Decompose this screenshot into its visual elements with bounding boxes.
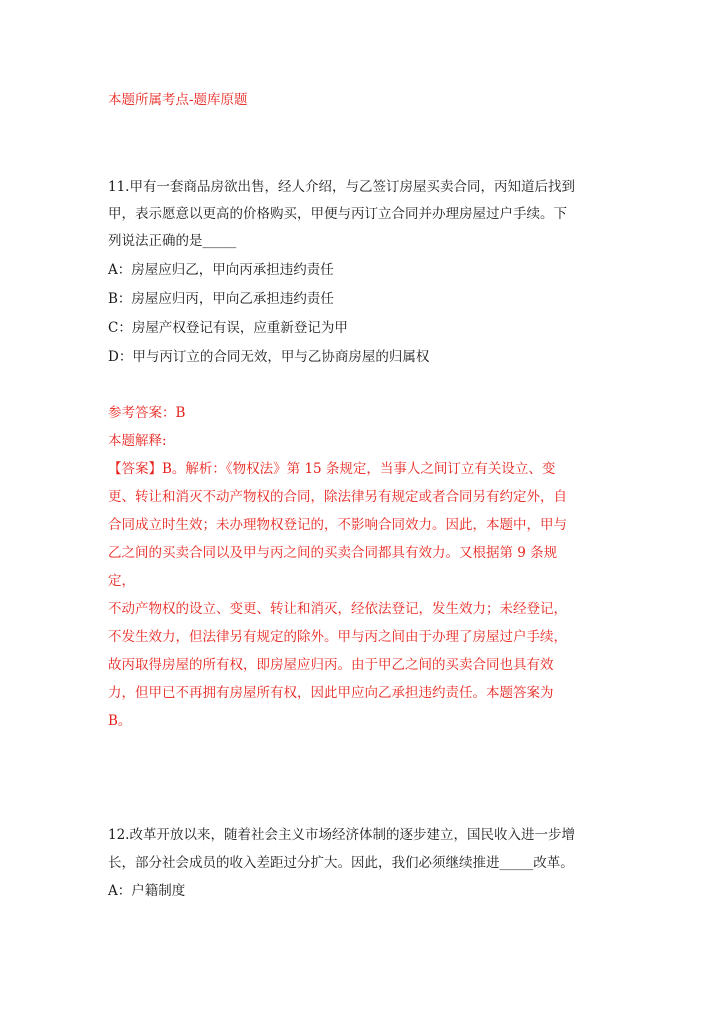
option-a: A：户籍制度 bbox=[108, 883, 186, 899]
question-stem-line: 长，部分社会成员的收入差距过分扩大。因此，我们必须继续推进_____改革。 bbox=[108, 855, 574, 871]
explanation-line: 合同成立时生效；未办理物权登记的，不影响合同效力。因此，本题中，甲与 bbox=[108, 517, 567, 533]
explanation-line: 乙之间的买卖合同以及甲与丙之间的买卖合同都具有效力。又根据第 9 条规 bbox=[108, 545, 558, 561]
question-stem-line: 列说法正确的是_____ bbox=[108, 233, 237, 249]
explanation-line: 定， bbox=[108, 573, 135, 589]
explanation-line: 不发生效力，但法律另有规定的除外。甲与丙之间由于办理了房屋过户手续， bbox=[108, 629, 567, 645]
question-stem-line: 甲，表示愿意以更高的价格购买，甲便与丙订立合同并办理房屋过户手续。下 bbox=[108, 206, 567, 222]
explanation-line: 不动产物权的设立、变更、转让和消灭，经依法登记，发生效力；未经登记， bbox=[108, 601, 567, 617]
option-c: C：房屋产权登记有误，应重新登记为甲 bbox=[108, 320, 348, 336]
explanation-line: 更、转让和消灭不动产物权的合同，除法律另有规定或者合同另有约定外，自 bbox=[108, 489, 567, 505]
option-d: D：甲与丙订立的合同无效，甲与乙协商房屋的归属权 bbox=[108, 349, 430, 365]
option-b: B：房屋应归丙，甲向乙承担违约责任 bbox=[108, 291, 334, 307]
explanation-line: 故丙取得房屋的所有权，即房屋应归丙。由于甲乙之间的买卖合同也具有效 bbox=[108, 657, 554, 673]
explanation-title: 本题解释: bbox=[108, 433, 167, 449]
section-header: 本题所属考点-题库原题 bbox=[108, 92, 248, 108]
explanation-line: 【答案】B。解析：《物权法》第 15 条规定，当事人之间订立有关设立、变 bbox=[108, 461, 556, 477]
explanation-line: B。 bbox=[108, 713, 132, 729]
option-a: A：房屋应归乙，甲向丙承担违约责任 bbox=[108, 262, 334, 278]
reference-answer: 参考答案：B bbox=[108, 405, 186, 421]
question-stem-line: 12.改革开放以来，随着社会主义市场经济体制的逐步建立，国民收入进一步增 bbox=[108, 827, 575, 843]
question-stem-line: 11.甲有一套商品房欲出售，经人介绍，与乙签订房屋买卖合同，丙知道后找到 bbox=[108, 179, 575, 195]
explanation-line: 力，但甲已不再拥有房屋所有权，因此甲应向乙承担违约责任。本题答案为 bbox=[108, 685, 554, 701]
